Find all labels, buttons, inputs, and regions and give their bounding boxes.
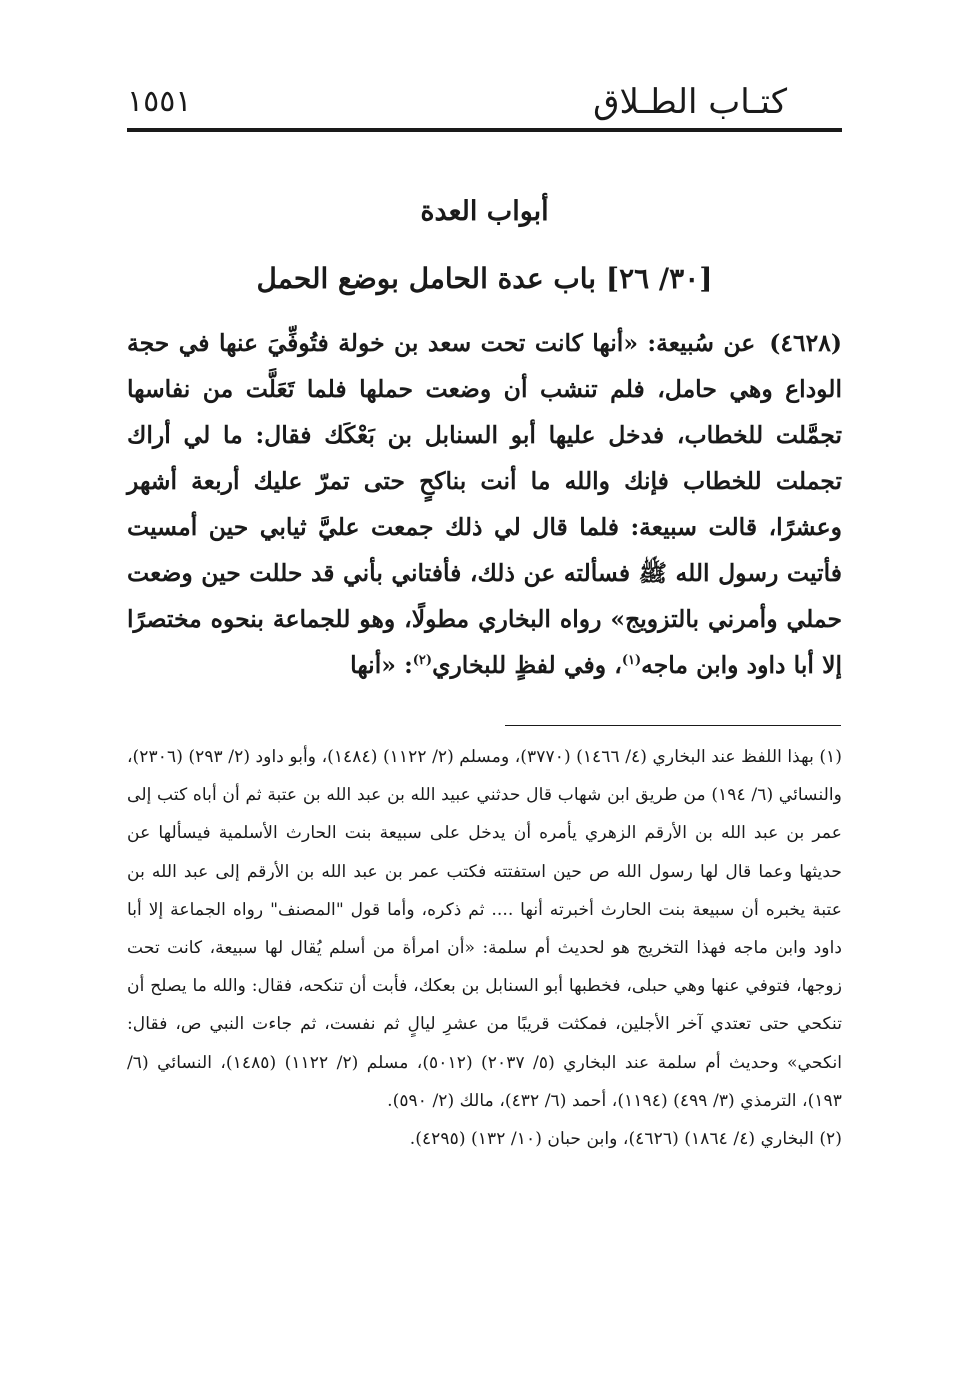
chapter-title: [٣٠/ ٢٦] باب عدة الحامل بوضع الحمل: [256, 262, 713, 295]
page-number: ١٥٥١: [127, 84, 192, 119]
section-title: أبواب العدة: [420, 196, 549, 227]
footnotes: [127, 738, 842, 1158]
hadith-text-continued: ، وفي لفظٍ للبخاري: [432, 651, 622, 679]
footnote-ref-1[interactable]: (١): [621, 653, 642, 669]
header-rule: [127, 128, 842, 132]
footnote-separator: [505, 725, 841, 726]
hadith-paragraph: [127, 320, 842, 688]
hadith-text: عن سُبيعة: «أنها كانت تحت سعد بن خولة فتُوفِّيَ عنها في حجة الوداع وهي حامل، فلم تنشب أن وضعت حملها فلما تَعَلَّت من نفاسها تجمَّلت للخطاب، فدخل عليها أبو السنابل بن بَعْكَك فقال: ما لي أراك تجملت للخطاب فإنك والله ما أنت بناكحٍ حتى تمرّ عليك أربعة أشهر وعشرًا، قالت سبيعة: فلما قال لي ذلك جمعت عليَّ ثيابي حين أمسيت فأتيت رسول الله ﷺ فسألته عن ذلك، فأفتاني بأني قد حللت حين وضعت حملي وأمرني بالتزويج» رواه البخاري مطولًا، وهو للجماعة بنحوه مختصرًا إلا أبا داود وابن ماجه: [127, 329, 842, 679]
footnote-ref-2[interactable]: (٢): [412, 653, 433, 669]
book-title: كتـاب الطـلاق: [593, 82, 787, 122]
hadith-text-end: : «أنها: [350, 651, 413, 679]
footnote-2: (٢) البخاري (٤/ ١٨٦٤) (٤٦٢٦)، وابن حبان (١٠/ ١٣٢) (٤٢٩٥).: [409, 1129, 842, 1150]
hadith-number: (٤٦٢٨): [769, 329, 842, 357]
footnote-1: (١) بهذا اللفظ عند البخاري (٤/ ١٤٦٦) (٣٧٧٠)، ومسلم (٢/ ١١٢٢) (١٤٨٤)، وأبو داود (٢/ ٢٩٣) (٢٣٠٦)، والنسائي (٦/ ١٩٤) من طريق ابن شهاب قال حدثني عبيد الله بن عبد الله بن عتبة ثم أن أباه كتب إلى عمر بن عبد الله بن الأرقم الزهري يأمره أن يدخل على سبيعة بنت الحارث الأسلمية فيسألها عن حديثها وعما قال لها رسول الله ص حين استفتته فكتب عمر بن عبد الله بن الأرقم إلى عبد الله بن عتبة يخبره أن سبيعة بنت الحارث أخبرته أنها .... ثم ذكره، وأما قول "المصنف" رواه الجماعة إلا أبا داود وابن ماجه فهذا التخريج هو لحديث أم سلمة: «أن امرأة من أسلم يُقال لها سبيعة، كانت تحت زوجها، فتوفي عنها وهي حبلى، فخطبها أبو السنابل بن بعكك، فأبت أن تنكحه، فقال: والله ما يصلح أن تنكحي حتى تعتدي آخر الأجلين، فمكثت قريبًا من عشرِ ليالٍ ثم نفست، ثم جاءت النبي ص، فقال: انكحي» وحديث أم سلمة عند البخاري (٥/ ٢٠٣٧) (٥٠١٢)، مسلم (٢/ ١١٢٢) (١٤٨٥)، النسائي (٦/ ١٩٣)، الترمذي (٣/ ٤٩٩) (١١٩٤)، أحمد (٦/ ٤٣٢)، مالك (٢/ ٥٩٠).: [127, 747, 842, 1111]
running-header: [127, 80, 842, 124]
